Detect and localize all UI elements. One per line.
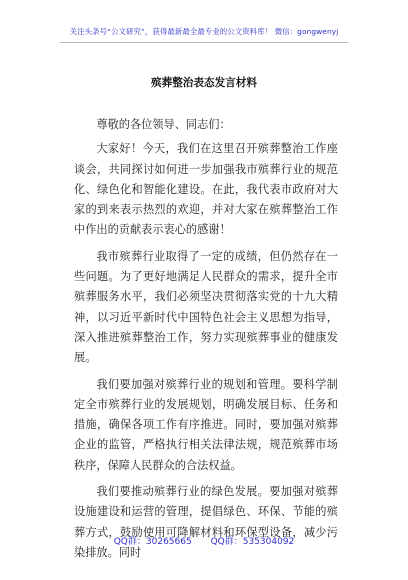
document-body <box>74 115 338 569</box>
footer-qq-group-1: QQ群：30265665 <box>113 537 192 547</box>
salutation: 尊敬的各位领导、同志们： <box>96 118 231 131</box>
paragraph-1: 大家好！今天，我们在这里召开殡葬整治工作座谈会，共同探讨如何进一步加强我市殡葬行业的规范化、绿色化和智能化建设。在此，我代表市政府对大家的到来表示热烈的欢迎，并对大家在殡葬整治工作中作出的贡献表示衷心的感谢！ <box>74 142 338 237</box>
footer-qq-group-2: QQ群：535304092 <box>210 537 295 547</box>
document-title: 殡葬整治表态发言材料 <box>151 77 257 89</box>
footer <box>0 534 408 547</box>
paragraph-2: 我市殡葬行业取得了一定的成绩，但仍然存在一些问题。为了更好地满足人民群众的需求，提升全市殡葬服务水平，我们必须坚决贯彻落实党的十九大精神，以习近平新时代中国特色社会主义思想为指导，深入推进殡葬整治工作，努力实现殡葬事业的健康发展。 <box>74 249 338 365</box>
header-promo-text: 关注头条号“公文研究”，获得最新最全最专业的公文资料库！ 微信：gongwenyj <box>69 27 339 36</box>
paragraph-4: 我们要推动殡葬行业的绿色发展。要加强对殡葬设施建设和运营的管理，提倡绿色、环保、节能的殡葬方式，鼓励使用可降解材料和环保型设备，减少污染排放。同时 <box>74 485 338 559</box>
paragraph-3: 我们要加强对殡葬行业的规划和管理。要科学制定全市殡葬行业的发展规划，明确发展目标、任务和措施，确保各项工作有序推进。同时，要加强对殡葬企业的监管，严格执行相关法律法规，规范殡葬市场秩序，保障人民群众的合法权益。 <box>74 377 338 472</box>
header-divider <box>60 42 348 43</box>
